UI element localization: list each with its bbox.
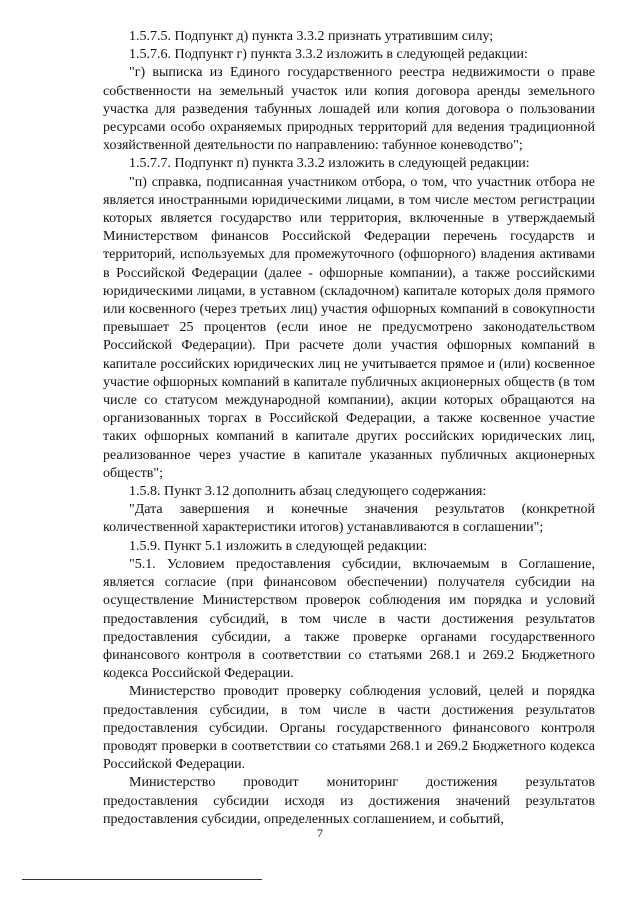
page-number: 7 bbox=[317, 826, 323, 840]
paragraph-1-5-7-6: 1.5.7.6. Подпункт г) пункта 3.3.2 изложить в следующей редакции: bbox=[129, 47, 528, 63]
paragraph-subitem-p: "п) справка, подписанная участником отбора, о том, что участник отбора не является иностранными юридическими лицами, в том числе местом регистрации которых является государство или территория, включенные в утверждаемый Министерством финансов Российской Федерации перечень государств и территорий, используемых для промежуточного (офшорного) владения активами в Российской Федерации (далее - офшорные компании), а также российскими юридическими лицами, в уставном (складочном) капитале которых доля прямого или косвенного (через третьих лиц) участия офшорных компаний в совокупности превышает 25 процентов (если иное не предусмотрено законодательством Российской Федерации). При расчете доли участия офшорных компаний в капитале российских юридических лиц не учитывается прямое и (или) косвенное участие офшорных компаний в капитале публичных акционерных обществ (в том числе со статусом международной компании), акции которых обращаются на организованных торгах в Российской Федерации, а также косвенное участие таких офшорных компаний в капитале других российских юридических лиц, реализованное через участие в капитале указанных публичных акционерных обществ"; bbox=[103, 174, 595, 481]
paragraph-5-1: "5.1. Условием предоставления субсидии, включаемым в Соглашение, является согласие (при финансовом обеспечении) получателя субсидии на осуществление Министерством проверок соблюдения им порядка и условий предоставления субсидий, в том числе в части достижения результатов предоставления субсидии, а также проверке органами государственного финансового контроля в соответствии со статьями 268.1 и 269.2 Бюджетного кодекса Российской Федерации. bbox=[103, 556, 595, 682]
paragraph-1-5-7-7: 1.5.7.7. Подпункт п) пункта 3.3.2 изложить в следующей редакции: bbox=[129, 156, 530, 172]
paragraph-ministry-check: Министерство проводит проверку соблюдения условий, целей и порядка предоставления субсидии, в том числе в части достижения результатов предоставления субсидии. Органы государственного финансового контроля проводят проверки в соответствии со статьями 268.1 и 269.2 Бюджетного кодекса Российской Федерации. bbox=[103, 684, 595, 773]
paragraph-ministry-monitoring: Министерство проводит мониторинг достижения результатов предоставления субсидии исходя из достижения значений результатов предоставления субсидии, определенных соглашением, и событий, bbox=[103, 775, 595, 827]
paragraph-1-5-8: 1.5.8. Пункт 3.12 дополнить абзац следующего содержания: bbox=[129, 484, 487, 500]
footer-divider bbox=[22, 879, 262, 880]
paragraph-subitem-g: "г) выписка из Единого государственного реестра недвижимости о праве собственности на земельный участок или копия договора аренды земельного участка для разведения табунных лошадей или копия договора о пользовании ресурсами особо охраняемых природных территорий для ведения традиционной хозяйственной деятельности по направлению: табунное коневодство"; bbox=[103, 65, 595, 154]
paragraph-result-date: "Дата завершения и конечные значения результатов (конкретной количественной характеристики итогов) устанавливаются в соглашении"; bbox=[103, 502, 595, 536]
paragraph-1-5-9: 1.5.9. Пункт 5.1 изложить в следующей редакции: bbox=[129, 538, 428, 554]
document-body bbox=[103, 28, 595, 829]
paragraph-1-5-7-5: 1.5.7.5. Подпункт д) пункта 3.3.2 признать утратившим силу; bbox=[129, 29, 494, 44]
